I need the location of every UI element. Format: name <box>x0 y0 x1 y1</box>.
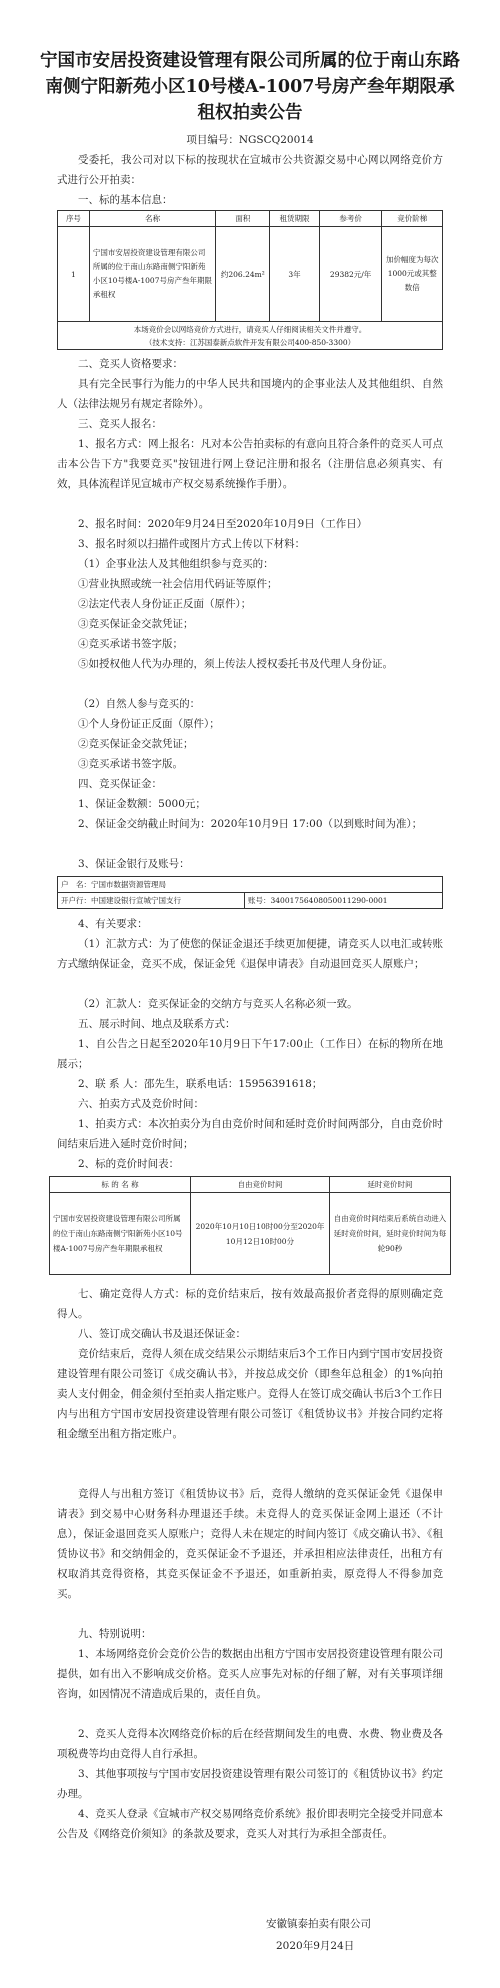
table1-header-step: 竞价阶梯 <box>382 211 443 227</box>
bank-account-number-cell <box>245 893 443 909</box>
section-4-item-1: 1、保证金数额：5000元； <box>78 798 206 810</box>
section-8-paragraph-1: 竞价结束后，竞得人须在成交结果公示期结束后3个工作日内到宁国市安居投资建设管理有限公司签订《成交确认书》，并按总成交价（即叁年总租金）的1%向拍卖人支付佣金，佣金须付至拍卖人指定账户。竞得人在签订成交确认书后3个工作日内与出租方宁国市安居投资建设管理有限公司签订《租赁协议书》并按合同约定将租金缴至出租方指定账户。 <box>57 1348 443 1440</box>
bank-branch: 中国建设银行宣城宁国支行 <box>91 896 181 905</box>
table2-cell-free-time: 2020年10月10日10时00分至2020年10月12日10时00分 <box>191 1193 330 1275</box>
bank-branch-label: 开户行： <box>61 896 91 905</box>
bank-branch-cell <box>58 893 245 909</box>
intro-paragraph: 受委托，我公司对以下标的按现状在宣城市公共资源交易中心网以网络竞价方式进行公开拍卖： <box>57 154 443 186</box>
table-row <box>50 1193 451 1275</box>
bank-account-name-label: 户 名： <box>61 880 91 889</box>
section-3-item-7: ③竞买保证金交款凭证； <box>78 618 194 630</box>
section-3-heading: 三、竞买人报名： <box>78 418 162 430</box>
table-row <box>58 227 443 322</box>
table1-header-price: 参考价 <box>319 211 382 227</box>
section-6-heading: 六、拍卖方式及竞价时间： <box>78 1098 204 1110</box>
section-9-item-3: 3、其他事项按与宁国市安居投资建设管理有限公司签订的《租赁协议书》约定办理。 <box>57 1768 443 1800</box>
section-9-heading: 九、特别说明： <box>78 1628 152 1640</box>
section-3-item-1: 1、报名方式：网上报名：凡对本公告拍卖标的有意向且符合条件的竞买人可点击本公告下方"我要竞买"按钮进行网上登记注册和报名（注册信息必须真实、有效，具体流程详见宣城市产权交易系统操作手册）。 <box>57 438 443 490</box>
section-3-item-10: （2）自然人参与竞买的： <box>78 698 201 710</box>
table1-cell-step: 加价幅度为每次1000元或其整数倍 <box>382 227 443 322</box>
table1-header-name: 名称 <box>89 211 216 227</box>
section-9-item-4: 4、竞买人登录《宣城市产权交易网络竞价系统》报价即表明完全接受并同意本公告及《网络竞价须知》的条款及要求，竞买人对其行为承担全部责任。 <box>57 1808 443 1840</box>
section-4-item-3: 3、保证金银行及账号： <box>78 858 190 870</box>
table1-cell-name: 宁国市安居投资建设管理有限公司所属的位于南山东路南侧宁阳新苑小区10号楼A-1007号房产叁年期限承租权 <box>89 227 216 322</box>
bank-account-number: 34001756408050011290-0001 <box>270 896 388 905</box>
section-3-item-9: ⑤如授权他人代为办理的，须上传法人授权委托书及代理人身份证。 <box>78 658 393 670</box>
table1-note <box>58 322 443 350</box>
page-title: 宁国市安居投资建设管理有限公司所属的位于南山东路南侧宁阳新苑小区10号楼A-1007号房产叁年期限承租权拍卖公告 <box>40 51 460 123</box>
table1-note-line-2: （技术支持：江苏国泰新点软件开发有限公司400-850-3300） <box>144 337 356 347</box>
lot-info-table <box>57 210 443 350</box>
table2-cell-extended-time: 自由竞价时间结束后系统自动进入延时竞价时间，延时竞价时间为每轮90秒 <box>330 1193 451 1275</box>
section-1-heading: 一、标的基本信息： <box>78 194 173 206</box>
table1-cell-term: 3年 <box>270 227 320 322</box>
section-3-item-3: 3、报名时须以扫描件或图片方式上传以下材料： <box>78 538 306 550</box>
table1-note-line-1: 本场竞价会以网络竞价方式进行，请竞买人仔细阅读相关文件并遵守。 <box>133 324 367 334</box>
bidding-schedule-table <box>49 1176 451 1275</box>
project-number: 项目编号：NGSCQ20014 <box>186 134 314 146</box>
section-5-heading: 五、展示时间、地点及联系方式： <box>78 1018 236 1030</box>
table1-header-area: 面积 <box>216 211 270 227</box>
section-7-text: 七、确定竞得人方式：标的竞价结束后，按有效最高报价者竞得的原则确定竞得人。 <box>57 1288 443 1320</box>
section-3-item-4: （1）企事业法人及其他组织参与竞买的： <box>78 558 274 570</box>
table2-header-extended-time: 延时竞价时间 <box>330 1177 451 1193</box>
table2-header-lot: 标 的 名 称 <box>50 1177 191 1193</box>
table1-cell-index: 1 <box>58 227 90 322</box>
section-3-item-6: ②法定代表人身份证正反面（原件）； <box>78 598 252 610</box>
section-9-item-2: 2、竞买人竞得本次网络竞价标的后在经营期间发生的电费、水费、物业费及各项税费等均由竞得人自行承担。 <box>57 1728 443 1760</box>
section-5-item-1: 1、自公告之日起至2020年10月9日下午17:00止（工作日）在标的物所在地展示； <box>57 1038 443 1070</box>
section-3-item-12: ②竞买保证金交款凭证； <box>78 738 194 750</box>
table2-cell-lot: 宁国市安居投资建设管理有限公司所属的位于南山东路南侧宁阳新苑小区10号楼A-1007号房产叁年期限承租权 <box>50 1193 191 1275</box>
section-6-item-2: 2、标的竞价时间表： <box>78 1158 180 1170</box>
section-3-item-8: ④竞买承诺书签字版； <box>78 638 183 650</box>
section-8-paragraph-2: 竞得人与出租方签订《租赁协议书》后，竞得人缴纳的竞买保证金凭《退保申请表》到交易中心财务科办理退还手续。未竞得人的竞买保证金网上退还（不计息），保证金退回竞买人原账户；竞得人未在规定的时间内签订《成交确认书》、《租赁协议书》和交纳佣金的，竞买保证金不予退还，并承担相应法律责任，出租方有权取消其竞得资格，其竞买保证金不予退还，如重新拍卖，原竞得人不得参加竞买。 <box>57 1488 443 1600</box>
table1-header-index: 序号 <box>58 211 90 227</box>
signer-name: 安徽镇泰拍卖有限公司 <box>266 1918 371 1930</box>
section-4-heading: 四、竞买保证金： <box>78 778 162 790</box>
section-3-item-13: ③竞买承诺书签字版。 <box>78 758 183 770</box>
section-4-item-2: 2、保证金交纳截止时间为：2020年10月9日 17:00（以到账时间为准）； <box>78 818 423 830</box>
section-3-item-11: ①个人身份证正反面（原件）； <box>78 718 220 730</box>
bank-account-name-row <box>58 877 443 893</box>
section-4-item-6: （2）汇款人：竞买保证金的交纳方与竞买人名称必须一致。 <box>78 998 358 1010</box>
table2-header-free-time: 自由竞价时间 <box>191 1177 330 1193</box>
section-4-item-5: （1）汇款方式：为了使您的保证金退还手续更加便捷，请竞买人以电汇或转账方式缴纳保证金，竞买不成，保证金凭《退保申请表》自动退回竞买人原账户； <box>57 938 443 970</box>
bank-account-table <box>57 876 443 909</box>
section-2-heading: 二、竞买人资格要求： <box>78 358 183 370</box>
section-3-item-5: ①营业执照或统一社会信用代码证等原件； <box>78 578 278 590</box>
table1-cell-price: 29382元/年 <box>319 227 382 322</box>
section-9-item-1: 1、本场网络竞价会竞价公告的数据由出租方宁国市安居投资建设管理有限公司提供，如有出入不影响成交价格。竞买人应事先对标的仔细了解，对有关事项详细咨询，如因情况不清造成后果的，责任自负。 <box>57 1648 443 1700</box>
section-3-item-2: 2、报名时间：2020年9月24日至2020年10月9日（工作日） <box>78 518 368 530</box>
section-5-item-2: 2、联 系 人：邵先生，联系电话：15956391618； <box>78 1078 323 1090</box>
section-6-item-1: 1、拍卖方式：本次拍卖分为自由竞价时间和延时竞价时间两部分，自由竞价时间结束后进入延时竞价时间； <box>57 1118 443 1150</box>
bank-account-number-label: 账号： <box>248 896 271 905</box>
table1-cell-area: 约206.24m² <box>216 227 270 322</box>
section-8-heading: 八、签订成交确认书及退还保证金： <box>78 1328 246 1340</box>
signature-date: 2020年9月24日 <box>276 1940 355 1952</box>
bank-account-name: 宁国市数据资源管理局 <box>91 880 166 889</box>
table1-header-term: 租赁期限 <box>270 211 320 227</box>
section-2-text: 具有完全民事行为能力的中华人民共和国境内的企事业法人及其他组织、自然人（法律法规另有规定者除外）。 <box>57 378 443 410</box>
section-4-item-4: 4、有关要求： <box>78 918 148 930</box>
